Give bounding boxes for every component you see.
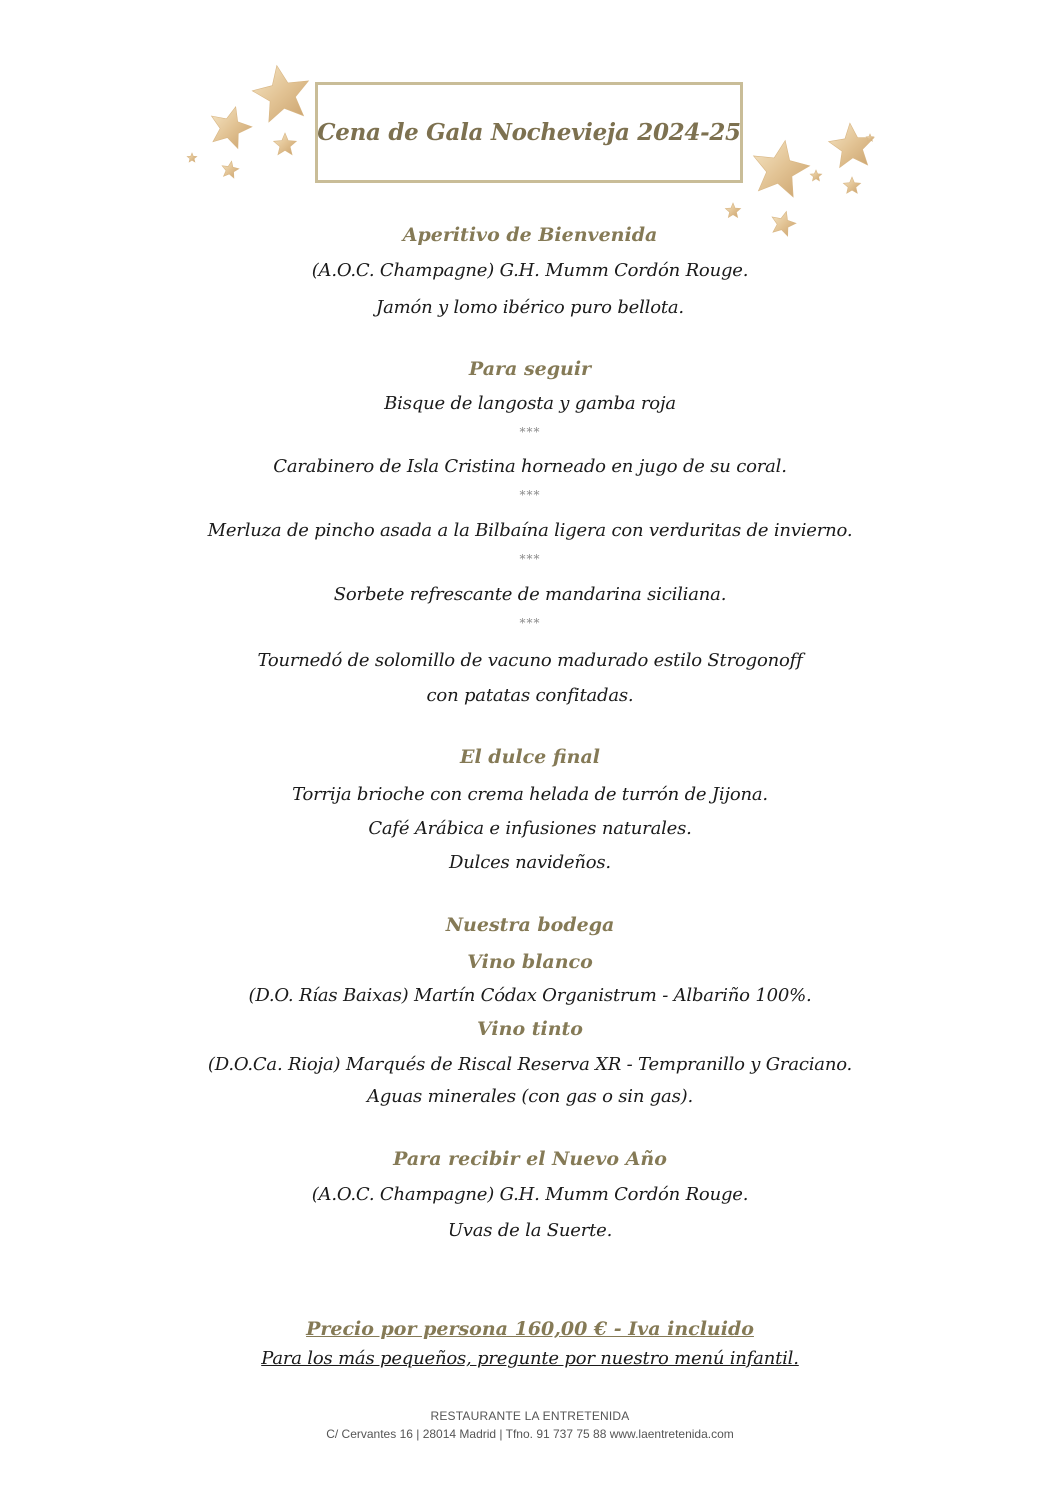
separator: *** [519,552,541,566]
page-title: Cena de Gala Nochevieja 2024-25 [317,119,741,146]
section-heading-aperitivo: Aperitivo de Bienvenida [402,224,658,246]
section-heading-seguir: Para seguir [468,358,592,380]
subheading-vino-blanco: Vino blanco [467,951,593,973]
section-heading-nuevo-ano: Para recibir el Nuevo Año [393,1148,667,1170]
wine-red: (D.O.Ca. Rioja) Marqués de Riscal Reserva XR - Tempranillo y Graciano. [207,1054,853,1075]
section-heading-dulce: El dulce final [459,746,601,768]
menu-item: Merluza de pincho asada a la Bilbaína ligera con verduritas de invierno. [207,520,853,541]
menu-item: (A.O.C. Champagne) G.H. Mumm Cordón Rouge. [311,260,749,281]
wine-white: (D.O. Rías Baixas) Martín Códax Organistrum - Albariño 100%. [248,985,812,1006]
star-icon [222,161,239,178]
star-icon [252,66,308,123]
menu-item: Café Arábica e infusiones naturales. [368,818,692,839]
menu-item: Jamón y lomo ibérico puro bellota. [376,297,684,318]
star-icon [725,203,740,218]
star-icon [187,153,197,162]
star-icon [843,177,860,193]
kids-menu-note: Para los más pequeños, pregunte por nuestro menú infantil. [261,1348,799,1369]
menu-item: Sorbete refrescante de mandarina siciliana. [333,584,727,605]
separator: *** [519,616,541,630]
menu-item: Aguas minerales (con gas o sin gas). [367,1086,693,1107]
separator: *** [519,425,541,439]
menu-item: Uvas de la Suerte. [447,1220,613,1241]
star-icon [754,141,810,198]
section-heading-bodega: Nuestra bodega [445,914,615,936]
price-line: Precio por persona 160,00 € - Iva incluido [306,1318,754,1340]
menu-item: con patatas confitadas. [426,685,634,706]
menu-item: Tournedó de solomillo de vacuno madurado estilo Strogonoff [257,650,803,671]
title-frame [315,82,743,183]
star-icon [212,107,253,149]
subheading-vino-tinto: Vino tinto [477,1018,583,1040]
star-icon [829,123,875,168]
menu-item: Torrija brioche con crema helada de turrón de Jijona. [292,784,768,805]
footer-restaurant-name: RESTAURANTE LA ENTRETENIDA [430,1409,630,1423]
separator: *** [519,488,541,502]
menu-item: (A.O.C. Champagne) G.H. Mumm Cordón Rouge. [311,1184,749,1205]
menu-item: Bisque de langosta y gamba roja [384,393,676,414]
menu-item: Carabinero de Isla Cristina horneado en jugo de su coral. [273,456,787,477]
footer-address: C/ Cervantes 16 | 28014 Madrid | Tfno. 91 737 75 88 www.laentretenida.com [326,1427,734,1441]
menu-item: Dulces navideños. [449,852,611,873]
star-icon [274,133,297,155]
star-icon [810,170,821,181]
